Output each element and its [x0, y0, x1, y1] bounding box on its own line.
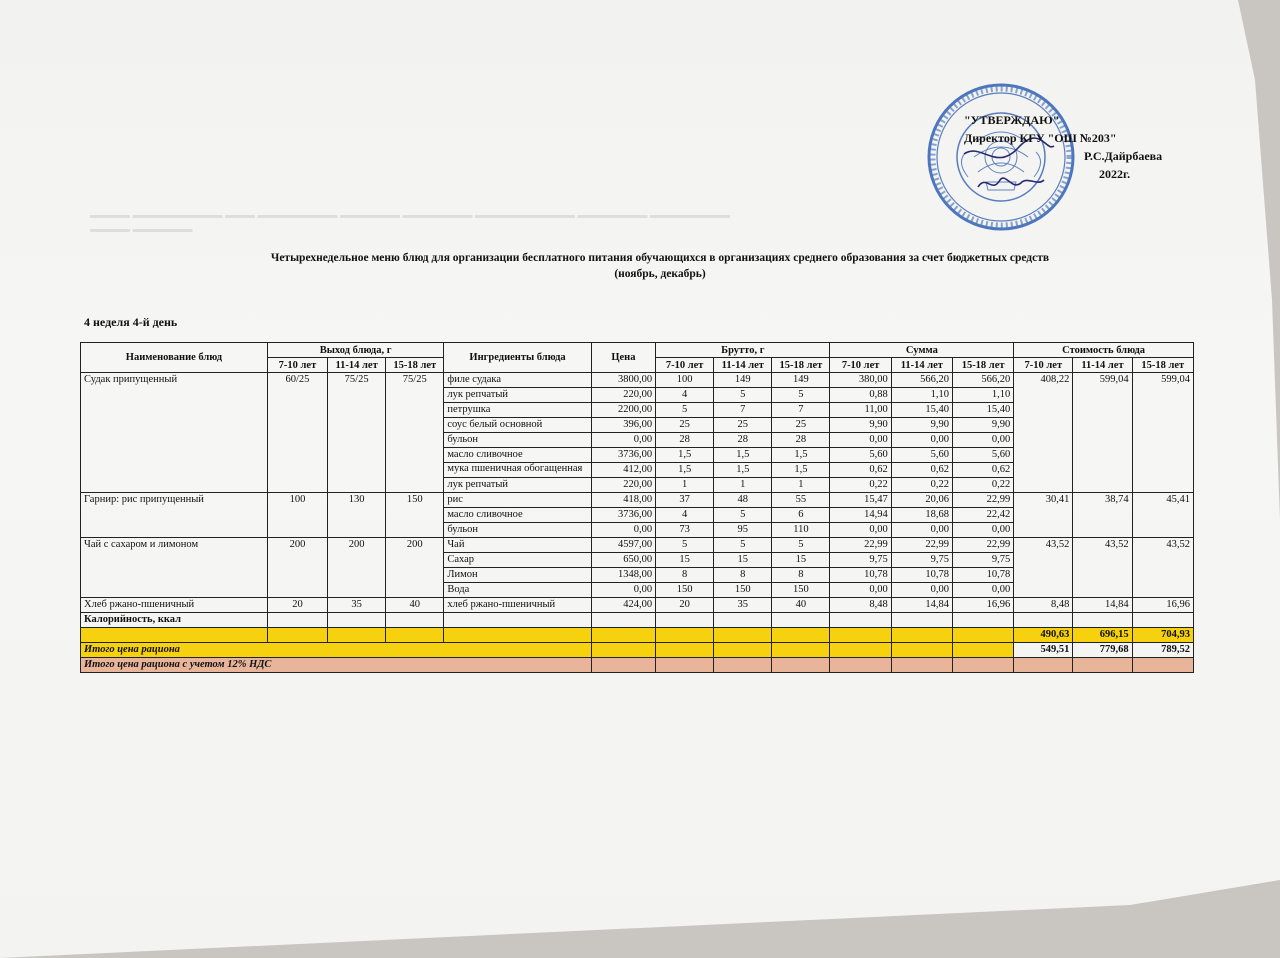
header-age: 11-14 лет — [714, 358, 772, 373]
ingredient-gross: 28 — [714, 433, 772, 448]
dish-yield: 200 — [267, 538, 327, 598]
dish-cost: 43,52 — [1073, 538, 1132, 598]
document-title-line2: (ноябрь, декабрь) — [614, 268, 706, 280]
dish-name: Гарнир: рис припущенный — [81, 493, 268, 538]
vat-label: Итого цена рациона с учетом 12% НДС — [81, 658, 592, 673]
dish-name: Хлеб ржано-пшеничный — [81, 598, 268, 613]
ingredient-gross: 48 — [714, 493, 772, 508]
ingredient-name: лук репчатый — [444, 478, 591, 493]
dish-name: Чай с сахаром и лимоном — [81, 538, 268, 598]
ingredient-gross: 5 — [656, 403, 714, 418]
ingredient-name: масло сливочное — [444, 448, 591, 463]
ingredient-sum: 566,20 — [891, 373, 952, 388]
header-age: 7-10 лет — [830, 358, 891, 373]
dish-yield: 200 — [386, 538, 444, 598]
ingredient-gross: 8 — [714, 568, 772, 583]
ingredient-gross: 28 — [772, 433, 830, 448]
menu-table — [80, 342, 1194, 673]
ingredient-sum: 0,00 — [952, 583, 1013, 598]
table-row — [81, 373, 1194, 388]
header-price: Цена — [591, 343, 655, 373]
ingredient-gross: 1 — [656, 478, 714, 493]
bleed-through-text: ▬▬▬▬ ▬▬▬▬▬▬▬▬▬ ▬▬▬ ▬▬▬▬▬▬▬▬ ▬▬▬▬▬▬ ▬▬▬▬▬▬▬ ▬▬▬▬▬▬▬▬▬▬ ▬▬▬▬▬▬▬ ▬▬▬▬▬▬▬▬ — [90, 210, 730, 221]
header-row-1 — [81, 343, 1194, 358]
ingredient-gross: 8 — [772, 568, 830, 583]
document-title-line1: Четырехнедельное меню блюд для организации бесплатного питания обучающихся в организациях среднего образования за счет бюджетных средств — [270, 252, 1050, 264]
subtotal-value: 490,63 — [1014, 628, 1073, 643]
ingredient-sum: 1,10 — [952, 388, 1013, 403]
approval-date: 2022г. — [1099, 167, 1131, 181]
ingredient-gross: 25 — [772, 418, 830, 433]
ingredient-name: филе судака — [444, 373, 591, 388]
document-title — [120, 250, 1200, 282]
ingredient-gross: 25 — [656, 418, 714, 433]
ingredient-price: 418,00 — [591, 493, 655, 508]
ingredient-sum: 10,78 — [830, 568, 891, 583]
ingredient-gross: 5 — [714, 508, 772, 523]
table-row — [81, 538, 1194, 553]
ingredient-gross: 4 — [656, 388, 714, 403]
ingredient-gross: 5 — [772, 388, 830, 403]
dish-yield: 200 — [328, 538, 386, 598]
header-cost: Стоимость блюда — [1014, 343, 1194, 358]
ingredient-price: 1348,00 — [591, 568, 655, 583]
ingredient-gross: 150 — [772, 583, 830, 598]
ingredient-gross: 40 — [772, 598, 830, 613]
header-ingredients: Ингредиенты блюда — [444, 343, 591, 373]
bleed-through-text: ▬▬▬▬ ▬▬▬▬▬▬ — [90, 224, 193, 235]
ingredient-price: 220,00 — [591, 388, 655, 403]
ingredient-sum: 10,78 — [952, 568, 1013, 583]
dish-cost: 14,84 — [1073, 598, 1132, 613]
dish-yield: 75/25 — [386, 373, 444, 493]
approval-title: "УТВЕРЖДАЮ" — [964, 113, 1060, 127]
ingredient-gross: 149 — [772, 373, 830, 388]
ingredient-name: Сахар — [444, 553, 591, 568]
ingredient-gross: 15 — [656, 553, 714, 568]
ingredient-gross: 1,5 — [714, 463, 772, 478]
total-label: Итого цена рациона — [81, 643, 592, 658]
header-age: 7-10 лет — [267, 358, 327, 373]
ingredient-sum: 0,88 — [830, 388, 891, 403]
dish-yield: 60/25 — [267, 373, 327, 493]
ingredient-sum: 22,99 — [830, 538, 891, 553]
ingredient-gross: 150 — [656, 583, 714, 598]
ingredient-gross: 15 — [772, 553, 830, 568]
ingredient-price: 3800,00 — [591, 373, 655, 388]
ingredient-price: 0,00 — [591, 583, 655, 598]
ingredient-sum: 15,47 — [830, 493, 891, 508]
ingredient-sum: 22,42 — [952, 508, 1013, 523]
ingredient-gross: 55 — [772, 493, 830, 508]
dish-yield: 130 — [328, 493, 386, 538]
ingredient-gross: 28 — [656, 433, 714, 448]
ingredient-sum: 0,62 — [952, 463, 1013, 478]
subtotal-value: 696,15 — [1073, 628, 1132, 643]
ingredient-price: 4597,00 — [591, 538, 655, 553]
ingredient-name: рис — [444, 493, 591, 508]
ingredient-sum: 10,78 — [891, 568, 952, 583]
ingredient-sum: 0,00 — [952, 433, 1013, 448]
ingredient-price: 0,00 — [591, 433, 655, 448]
dish-yield: 100 — [267, 493, 327, 538]
header-age: 7-10 лет — [656, 358, 714, 373]
ingredient-gross: 25 — [714, 418, 772, 433]
ingredient-sum: 9,75 — [952, 553, 1013, 568]
ingredient-name: соус белый основной — [444, 418, 591, 433]
ingredient-sum: 9,75 — [830, 553, 891, 568]
dish-cost: 43,52 — [1132, 538, 1193, 598]
ingredient-price: 650,00 — [591, 553, 655, 568]
dish-cost: 408,22 — [1014, 373, 1073, 493]
ingredient-name: Вода — [444, 583, 591, 598]
ingredient-gross: 5 — [714, 388, 772, 403]
ingredient-gross: 1 — [772, 478, 830, 493]
dish-cost: 45,41 — [1132, 493, 1193, 538]
ingredient-sum: 0,62 — [891, 463, 952, 478]
ingredient-sum: 22,99 — [891, 538, 952, 553]
ingredient-sum: 9,75 — [891, 553, 952, 568]
ingredient-gross: 100 — [656, 373, 714, 388]
week-day-label: 4 неделя 4-й день — [84, 315, 178, 329]
menu-body — [81, 373, 1194, 613]
ingredient-sum: 0,22 — [830, 478, 891, 493]
ingredient-name: бульон — [444, 433, 591, 448]
ingredient-sum: 0,00 — [891, 523, 952, 538]
ingredient-sum: 5,60 — [891, 448, 952, 463]
ingredient-sum: 1,10 — [891, 388, 952, 403]
ingredient-sum: 0,62 — [830, 463, 891, 478]
ingredient-sum: 0,00 — [830, 523, 891, 538]
approval-signer: Р.С.Дайрбаева — [1084, 149, 1163, 163]
header-age: 15-18 лет — [1132, 358, 1193, 373]
ingredient-name: Чай — [444, 538, 591, 553]
ingredient-name: бульон — [444, 523, 591, 538]
ingredient-sum: 5,60 — [830, 448, 891, 463]
ingredient-gross: 4 — [656, 508, 714, 523]
header-age: 11-14 лет — [891, 358, 952, 373]
ingredient-price: 3736,00 — [591, 448, 655, 463]
dish-yield: 40 — [386, 598, 444, 613]
header-age: 11-14 лет — [328, 358, 386, 373]
dish-cost: 599,04 — [1073, 373, 1132, 493]
ingredient-sum: 8,48 — [830, 598, 891, 613]
ingredient-gross: 37 — [656, 493, 714, 508]
dish-cost: 30,41 — [1014, 493, 1073, 538]
ingredient-sum: 566,20 — [952, 373, 1013, 388]
ingredient-sum: 0,00 — [891, 433, 952, 448]
header-dish: Наименование блюд — [81, 343, 268, 373]
ingredient-gross: 7 — [714, 403, 772, 418]
ingredient-sum: 20,06 — [891, 493, 952, 508]
approval-position: Директор КГУ "ОШ №203" — [964, 131, 1117, 145]
calories-row — [81, 613, 1194, 628]
ingredient-gross: 73 — [656, 523, 714, 538]
ingredient-gross: 1 — [714, 478, 772, 493]
ingredient-gross: 15 — [714, 553, 772, 568]
ingredient-sum: 16,96 — [952, 598, 1013, 613]
table-row — [81, 598, 1194, 613]
ingredient-name: хлеб ржано-пшеничный — [444, 598, 591, 613]
ingredient-price: 220,00 — [591, 478, 655, 493]
ingredient-sum: 15,40 — [952, 403, 1013, 418]
ingredient-sum: 22,99 — [952, 493, 1013, 508]
total-row — [81, 643, 1194, 658]
ingredient-name: мука пшеничная обогащенная — [444, 463, 591, 478]
ingredient-gross: 149 — [714, 373, 772, 388]
dish-yield: 75/25 — [328, 373, 386, 493]
ingredient-gross: 5 — [656, 538, 714, 553]
ingredient-sum: 0,22 — [952, 478, 1013, 493]
ingredient-sum: 5,60 — [952, 448, 1013, 463]
ingredient-sum: 11,00 — [830, 403, 891, 418]
ingredient-sum: 0,00 — [891, 583, 952, 598]
ingredient-price: 396,00 — [591, 418, 655, 433]
ingredient-name: Лимон — [444, 568, 591, 583]
ingredient-gross: 1,5 — [656, 463, 714, 478]
ingredient-sum: 0,22 — [891, 478, 952, 493]
ingredient-sum: 18,68 — [891, 508, 952, 523]
subtotal-row — [81, 628, 1194, 643]
ingredient-gross: 150 — [714, 583, 772, 598]
header-gross: Брутто, г — [656, 343, 830, 358]
ingredient-sum: 0,00 — [830, 433, 891, 448]
ingredient-gross: 110 — [772, 523, 830, 538]
ingredient-sum: 9,90 — [830, 418, 891, 433]
header-sum: Сумма — [830, 343, 1014, 358]
dish-name: Судак припущенный — [81, 373, 268, 493]
table-row — [81, 493, 1194, 508]
ingredient-name: лук репчатый — [444, 388, 591, 403]
ingredient-sum: 380,00 — [830, 373, 891, 388]
ingredient-gross: 8 — [656, 568, 714, 583]
header-age: 7-10 лет — [1014, 358, 1073, 373]
ingredient-gross: 5 — [772, 538, 830, 553]
ingredient-gross: 1,5 — [656, 448, 714, 463]
dish-yield: 150 — [386, 493, 444, 538]
ingredient-sum: 15,40 — [891, 403, 952, 418]
total-value: 779,68 — [1073, 643, 1132, 658]
ingredient-gross: 35 — [714, 598, 772, 613]
dish-cost: 16,96 — [1132, 598, 1193, 613]
ingredient-gross: 1,5 — [772, 448, 830, 463]
ingredient-price: 0,00 — [591, 523, 655, 538]
ingredient-name: петрушка — [444, 403, 591, 418]
dish-cost: 38,74 — [1073, 493, 1132, 538]
ingredient-gross: 20 — [656, 598, 714, 613]
ingredient-sum: 9,90 — [891, 418, 952, 433]
ingredient-gross: 1,5 — [772, 463, 830, 478]
dish-yield: 35 — [328, 598, 386, 613]
ingredient-sum: 0,00 — [830, 583, 891, 598]
ingredient-sum: 14,94 — [830, 508, 891, 523]
ingredient-gross: 6 — [772, 508, 830, 523]
header-yield: Выход блюда, г — [267, 343, 443, 358]
ingredient-sum: 9,90 — [952, 418, 1013, 433]
ingredient-gross: 1,5 — [714, 448, 772, 463]
ingredient-sum: 14,84 — [891, 598, 952, 613]
header-age: 15-18 лет — [386, 358, 444, 373]
dish-cost: 8,48 — [1014, 598, 1073, 613]
ingredient-sum: 0,00 — [952, 523, 1013, 538]
ingredient-price: 412,00 — [591, 463, 655, 478]
dish-cost: 599,04 — [1132, 373, 1193, 493]
header-age: 15-18 лет — [952, 358, 1013, 373]
ingredient-price: 3736,00 — [591, 508, 655, 523]
ingredient-price: 424,00 — [591, 598, 655, 613]
dish-yield: 20 — [267, 598, 327, 613]
ingredient-sum: 22,99 — [952, 538, 1013, 553]
vat-row — [81, 658, 1194, 673]
ingredient-gross: 95 — [714, 523, 772, 538]
subtotal-value: 704,93 — [1132, 628, 1193, 643]
ingredient-gross: 7 — [772, 403, 830, 418]
dish-cost: 43,52 — [1014, 538, 1073, 598]
header-age: 15-18 лет — [772, 358, 830, 373]
ingredient-name: масло сливочное — [444, 508, 591, 523]
header-age: 11-14 лет — [1073, 358, 1132, 373]
approval-block — [944, 111, 1174, 183]
total-value: 789,52 — [1132, 643, 1193, 658]
calories-label: Калорийность, ккал — [81, 613, 268, 628]
ingredient-price: 2200,00 — [591, 403, 655, 418]
ingredient-gross: 5 — [714, 538, 772, 553]
total-value: 549,51 — [1014, 643, 1073, 658]
